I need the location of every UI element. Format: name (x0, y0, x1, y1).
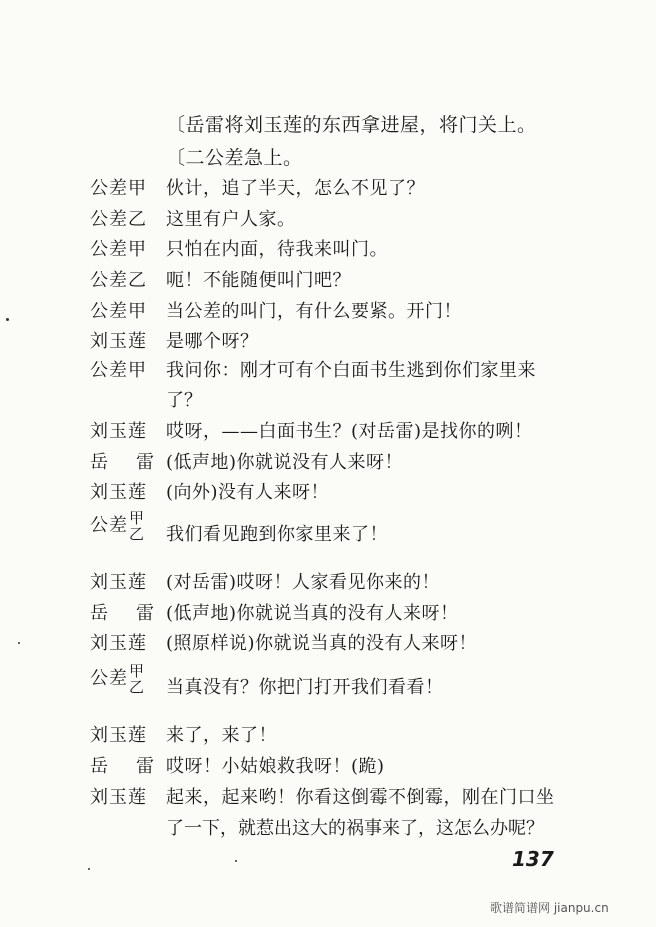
speaker-name: 岳 雷 (90, 756, 154, 777)
dialogue-text: 当真没有？你把门打开我们看看！ (166, 677, 444, 698)
dialogue-text: 是哪个呀？ (166, 331, 259, 352)
dialogue-line (0, 235, 656, 265)
dialogue-line (0, 417, 656, 447)
dialogue-line (0, 599, 656, 629)
dialogue-line (0, 356, 656, 386)
dialogue-text: 起来，起来哟！你看这倒霉不倒霉，刚在门口坐 (166, 787, 555, 808)
speaker-name: 公差甲 乙 (90, 509, 146, 543)
speaker-name: 刘玉莲 (90, 421, 147, 442)
dialogue-text-continued: 了一下，就惹出这大的祸事来了，这怎么办呢？ (166, 818, 544, 839)
dialogue-line (0, 297, 656, 327)
dialogue-line (0, 783, 656, 813)
speaker-name: 岳 雷 (90, 452, 154, 473)
dialogue-text: (向外)没有人来呀！ (166, 482, 330, 503)
dialogue-text: 当公差的叫门，有什么要紧。开门！ (166, 301, 462, 322)
dialogue-line (0, 662, 656, 703)
dialogue-text: 哎呀，——白面书生？(对岳雷)是找你的咧！ (166, 421, 533, 442)
dialogue-text: (对岳雷)哎呀！人家看见你来的！ (166, 572, 441, 593)
dialogue-text: (照原样说)你就说当真的没有人来呀！ (166, 633, 478, 654)
dialogue-text: 呃！不能随便叫门吧？ (166, 270, 351, 291)
speaker-name: 刘玉莲 (90, 482, 147, 503)
dialogue-line (0, 266, 656, 296)
speaker-stack: 甲 乙 (129, 509, 146, 543)
page-number: 137 (512, 847, 554, 871)
dialogue-text: 我问你：刚才可有个白面书生逃到你们家里来 (166, 360, 536, 381)
dialogue-line (0, 448, 656, 478)
dialogue-line (0, 509, 656, 550)
scan-speck (6, 318, 9, 321)
speaker-name: 公差甲 (90, 178, 147, 199)
dialogue-text: (低声地)你就说当真的没有人来呀！ (166, 603, 459, 624)
scan-speck (235, 860, 237, 862)
watermark: 歌谱简谱网 jianpu.cn (490, 901, 609, 915)
scan-speck (88, 868, 90, 870)
dialogue-text: (低声地)你就说没有人来呀！ (166, 452, 404, 473)
speaker-name: 公差甲 (90, 301, 147, 322)
speaker-stack: 甲 乙 (129, 662, 146, 696)
dialogue-continuation (0, 386, 656, 416)
dialogue-text: 只怕在内面，待我来叫门。 (166, 239, 388, 260)
dialogue-continuation (0, 814, 656, 844)
dialogue-line (0, 327, 656, 357)
scan-speck (18, 642, 20, 644)
stage-direction-1: 〔岳雷将刘玉莲的东西拿进屋，将门关上。 (166, 114, 537, 136)
dialogue-text: 我们看见跑到你家里来了！ (166, 524, 388, 545)
speaker-name: 刘玉莲 (90, 787, 147, 808)
speaker-name: 刘玉莲 (90, 572, 147, 593)
dialogue-text: 哎呀！小姑娘救我呀！(跪) (166, 756, 385, 777)
speaker-name: 刘玉莲 (90, 725, 147, 746)
dialogue-line (0, 478, 656, 508)
speaker-name: 公差乙 (90, 209, 147, 230)
dialogue-text: 伙计，追了半天，怎么不见了？ (166, 178, 425, 199)
dialogue-line (0, 568, 656, 598)
speaker-name: 公差甲 乙 (90, 662, 146, 696)
dialogue-line (0, 752, 656, 782)
dialogue-text: 来了，来了！ (166, 725, 277, 746)
dialogue-line (0, 629, 656, 659)
speaker-name: 岳 雷 (90, 603, 154, 624)
speaker-name: 公差甲 (90, 239, 147, 260)
dialogue-line (0, 205, 656, 235)
stage-direction-2: 〔二公差急上。 (166, 147, 303, 169)
speaker-name: 公差乙 (90, 270, 147, 291)
speaker-name: 公差甲 (90, 360, 147, 381)
dialogue-line (0, 174, 656, 204)
dialogue-text-continued: 了？ (166, 390, 202, 411)
speaker-name: 刘玉莲 (90, 633, 147, 654)
dialogue-line (0, 721, 656, 751)
dialogue-text: 这里有户人家。 (166, 209, 296, 230)
speaker-name: 刘玉莲 (90, 331, 147, 352)
